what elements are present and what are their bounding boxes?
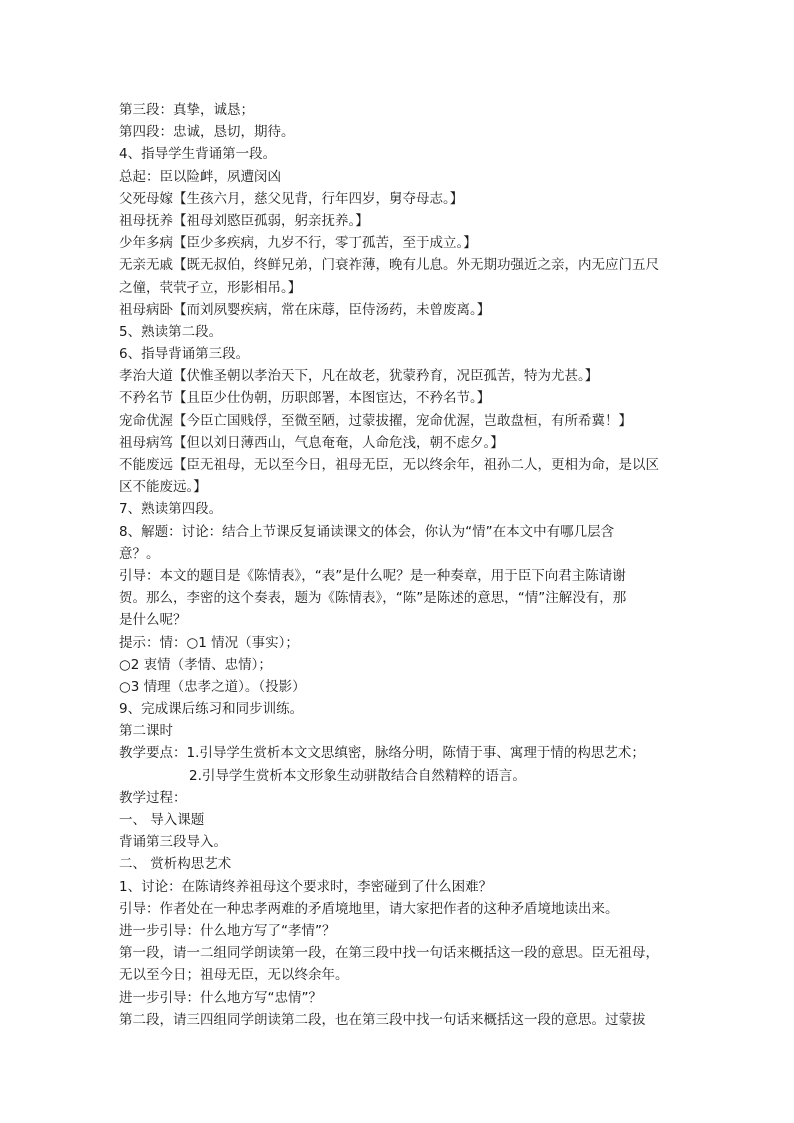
section-heading: 第二课时 xyxy=(119,723,173,740)
text-line: 5、熟读第二段。 xyxy=(119,323,223,340)
text-line: 少年多病【臣少多疾病，九岁不行，零丁孤苦，至于成立。】 xyxy=(119,235,477,252)
text-line: 1、讨论：在陈请终养祖母这个要求时，李密碰到了什么困难？ xyxy=(119,878,493,895)
text-line: ○2 衷情（孝情、忠情）； xyxy=(119,656,272,673)
text-line: 背诵第三段导入。 xyxy=(119,834,227,851)
text-line: 孝治大道【伏惟圣朝以孝治天下，凡在故老，犹蒙矜育，况臣孤苦，特为尤甚。】 xyxy=(119,368,599,385)
text-line: 2.引导学生赏析本文形象生动骈散结合自然精粹的语言。 xyxy=(189,767,526,784)
text-line: 父死母嫁【生孩六月，慈父见背，行年四岁，舅夺母志。】 xyxy=(119,190,464,207)
text-line: ○3 情理（忠孝之道）。（投影） xyxy=(119,678,306,695)
text-line: 不矜名节【且臣少仕伪朝，历职郎署，本图宦达，不矜名节。】 xyxy=(119,390,491,407)
text-line: 第一段，请一二组同学朗读第一段，在第三段中找一句话来概括这一段的意思。臣无祖母， xyxy=(119,945,659,962)
text-line: 之僮，茕茕孑立，形影相吊。】 xyxy=(119,279,302,296)
text-line: 提示：情：○1 情况（事实）； xyxy=(119,634,299,651)
text-line: 第二段，请三四组同学朗读第二段，也在第三段中找一句话来概括这一段的意思。过蒙拔 xyxy=(119,1011,646,1028)
document-body xyxy=(119,99,679,1031)
text-line: 祖母病笃【但以刘日薄西山，气息奄奄，人命危浅，朝不虑夕。】 xyxy=(119,434,504,451)
text-line: 是什么呢？ xyxy=(119,612,187,629)
text-line: 贺。那么，李密的这个奏表，题为《陈情表》，“陈”是陈述的意思，“情”注解没有，那 xyxy=(119,590,627,607)
text-line: 第三段：真挚，诚恳； xyxy=(119,102,254,118)
text-line: 无亲无戚【既无叔伯，终鲜兄弟，门衰祚薄，晚有儿息。外无期功强近之亲，内无应门五尺 xyxy=(119,257,659,274)
text-line: 不能废远【臣无祖母，无以至今日，祖母无臣，无以终余年，祖孙二人，更相为命，是以区 xyxy=(119,457,659,473)
text-line: 一、 导入课题 xyxy=(119,812,205,828)
text-line: 4、指导学生背诵第一段。 xyxy=(119,146,277,163)
text-line: 宠命优渥【今臣亡国贱俘，至微至陋，过蒙拔擢，宠命优渥，岂敢盘桓，有所希冀！】 xyxy=(119,412,632,429)
text-line: 祖母病卧【而刘夙婴疾病，常在床蓐，臣侍汤药，未曾废离。】 xyxy=(119,301,491,318)
text-line: 引导：作者处在一种忠孝两难的矛盾境地里，请大家把作者的这种矛盾境地读出来。 xyxy=(119,900,619,917)
text-line: 进一步引导：什么地方写了“孝情”？ xyxy=(119,922,336,939)
text-line: 7、熟读第四段。 xyxy=(119,501,223,518)
text-line: 6、指导背诵第三段。 xyxy=(119,346,250,363)
text-line: 意？。 xyxy=(119,545,160,562)
text-line: 教学要点：1.引导学生赏析本文文思缜密，脉络分明，陈情于事、寓理于情的构思艺术； xyxy=(119,745,645,762)
text-line: 第四段：忠诚，恳切，期待。 xyxy=(119,124,295,141)
text-line: 9、完成课后练习和同步训练。 xyxy=(119,701,304,718)
text-line: 8、解题：讨论：结合上节课反复诵读课文的体会，你认为“情”在本文中有哪几层含 xyxy=(119,523,615,540)
text-line: 教学过程： xyxy=(119,789,187,806)
text-line: 无以至今日；祖母无臣，无以终余年。 xyxy=(119,967,349,984)
text-line: 区不能废远。】 xyxy=(119,479,207,496)
text-line: 祖母抚养【祖母刘愍臣孤弱，躬亲抚养。】 xyxy=(119,212,369,229)
text-line: 总起：臣以险衅，夙遭闵凶 xyxy=(119,168,281,185)
text-line: 进一步引导：什么地方写“忠情”？ xyxy=(119,989,322,1006)
text-line: 二、 赏析构思艺术 xyxy=(119,856,232,873)
text-line: 引导：本文的题目是《陈情表》，“表”是什么呢？是一种奏章，用于臣下向君主陈请谢 xyxy=(119,567,626,584)
